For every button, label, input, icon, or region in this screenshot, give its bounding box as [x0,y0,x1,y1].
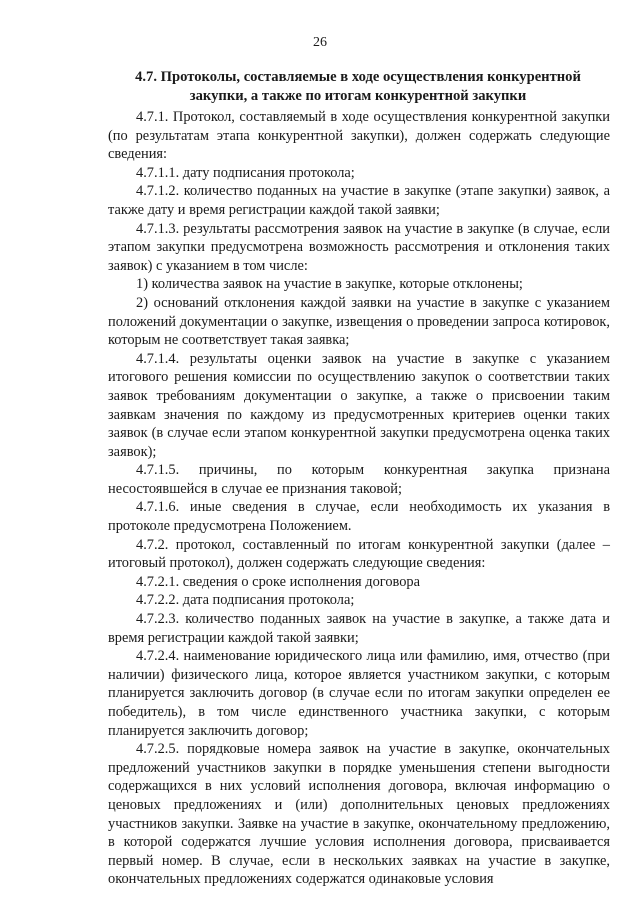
paragraph-4-7-2-5: 4.7.2.5. порядковые номера заявок на участие в закупке, окончательных предложений участников закупки в порядке уменьшения степени выгодности содержащихся в них условий исполнения договора, включая информацию о ценовых предложениях и (или) дополнительных ценовых предложениях участников закупки. Заявке на участие в закупке, окончательному предложению, в которой содержатся лучшие условия исполнения договора, присваивается первый номер. В случае, если в нескольких заявках на участие в закупке, окончательных предложениях содержатся одинаковые условия [108,741,610,888]
page-number: 26 [313,35,327,50]
paragraph-4-7-2-2: 4.7.2.2. дата подписания протокола; [136,592,355,609]
paragraph-4-7-2-4: 4.7.2.4. наименование юридического лица или фамилию, имя, отчество (при наличии) физического лица, которое является участником закупки, с которым планируется заключить договор (в случае если по итогам закупки определен ее победитель), в том числе единственного участника закупки, с которым планируется заключить договор; [108,648,610,739]
paragraph-4-7-2: 4.7.2. протокол, составленный по итогам конкурентной закупки (далее – итоговый протокол), должен содержать следующие сведения: [108,536,610,572]
paragraph-4-7-1-1: 4.7.1.1. дату подписания протокола; [136,164,355,181]
paragraph-4-7-1-3: 4.7.1.3. результаты рассмотрения заявок на участие в закупке (в случае, если этапом закупки предусмотрена возможность рассмотрения и отклонения таких заявок) с указанием в том числе: [108,220,610,274]
paragraph-4-7-2-3: 4.7.2.3. количество поданных заявок на участие в закупке, а также дата и время регистрации каждой такой заявки; [108,611,610,646]
document-body [108,108,610,889]
list-item-2: 2) оснований отклонения каждой заявки на участие в закупке с указанием положений документации о закупке, извещения о проведении запроса котировок, которым не соответствует такая заявка; [108,294,610,349]
paragraph-4-7-1-6: 4.7.1.6. иные сведения в случае, если необходимость их указания в протоколе предусмотрена Положением. [108,499,610,535]
list-item-1: 1) количества заявок на участие в закупке, которые отклонены; [136,276,523,293]
paragraph-4-7-1: 4.7.1. Протокол, составляемый в ходе осуществления конкурентной закупки (по результатам этапа конкурентной закупки), должен содержать следующие сведения: [108,109,610,163]
section-title: 4.7. Протоколы, составляемые в ходе осуществления конкурентной закупки, а также по итогам конкурентной закупки [135,69,581,104]
paragraph-4-7-2-1: 4.7.2.1. сведения о сроке исполнения договора [136,573,420,590]
paragraph-4-7-1-2: 4.7.1.2. количество поданных на участие в закупке (этапе закупки) заявок, а также дату и время регистрации каждой такой заявки; [108,183,610,218]
paragraph-4-7-1-5: 4.7.1.5. причины, по которым конкурентная закупка признана несостоявшейся в случае ее признания таковой; [108,462,610,497]
paragraph-4-7-1-4: 4.7.1.4. результаты оценки заявок на участие в закупке с указанием итогового решения комиссии по осуществлению закупок о соответствии таких заявок требованиям документации о закупке, а также о присвоении таким заявкам значения по каждому из предусмотренных критериев оценки таких заявок (в случае если этапом конкурентной закупки предусмотрена оценка таких заявок); [108,350,610,460]
